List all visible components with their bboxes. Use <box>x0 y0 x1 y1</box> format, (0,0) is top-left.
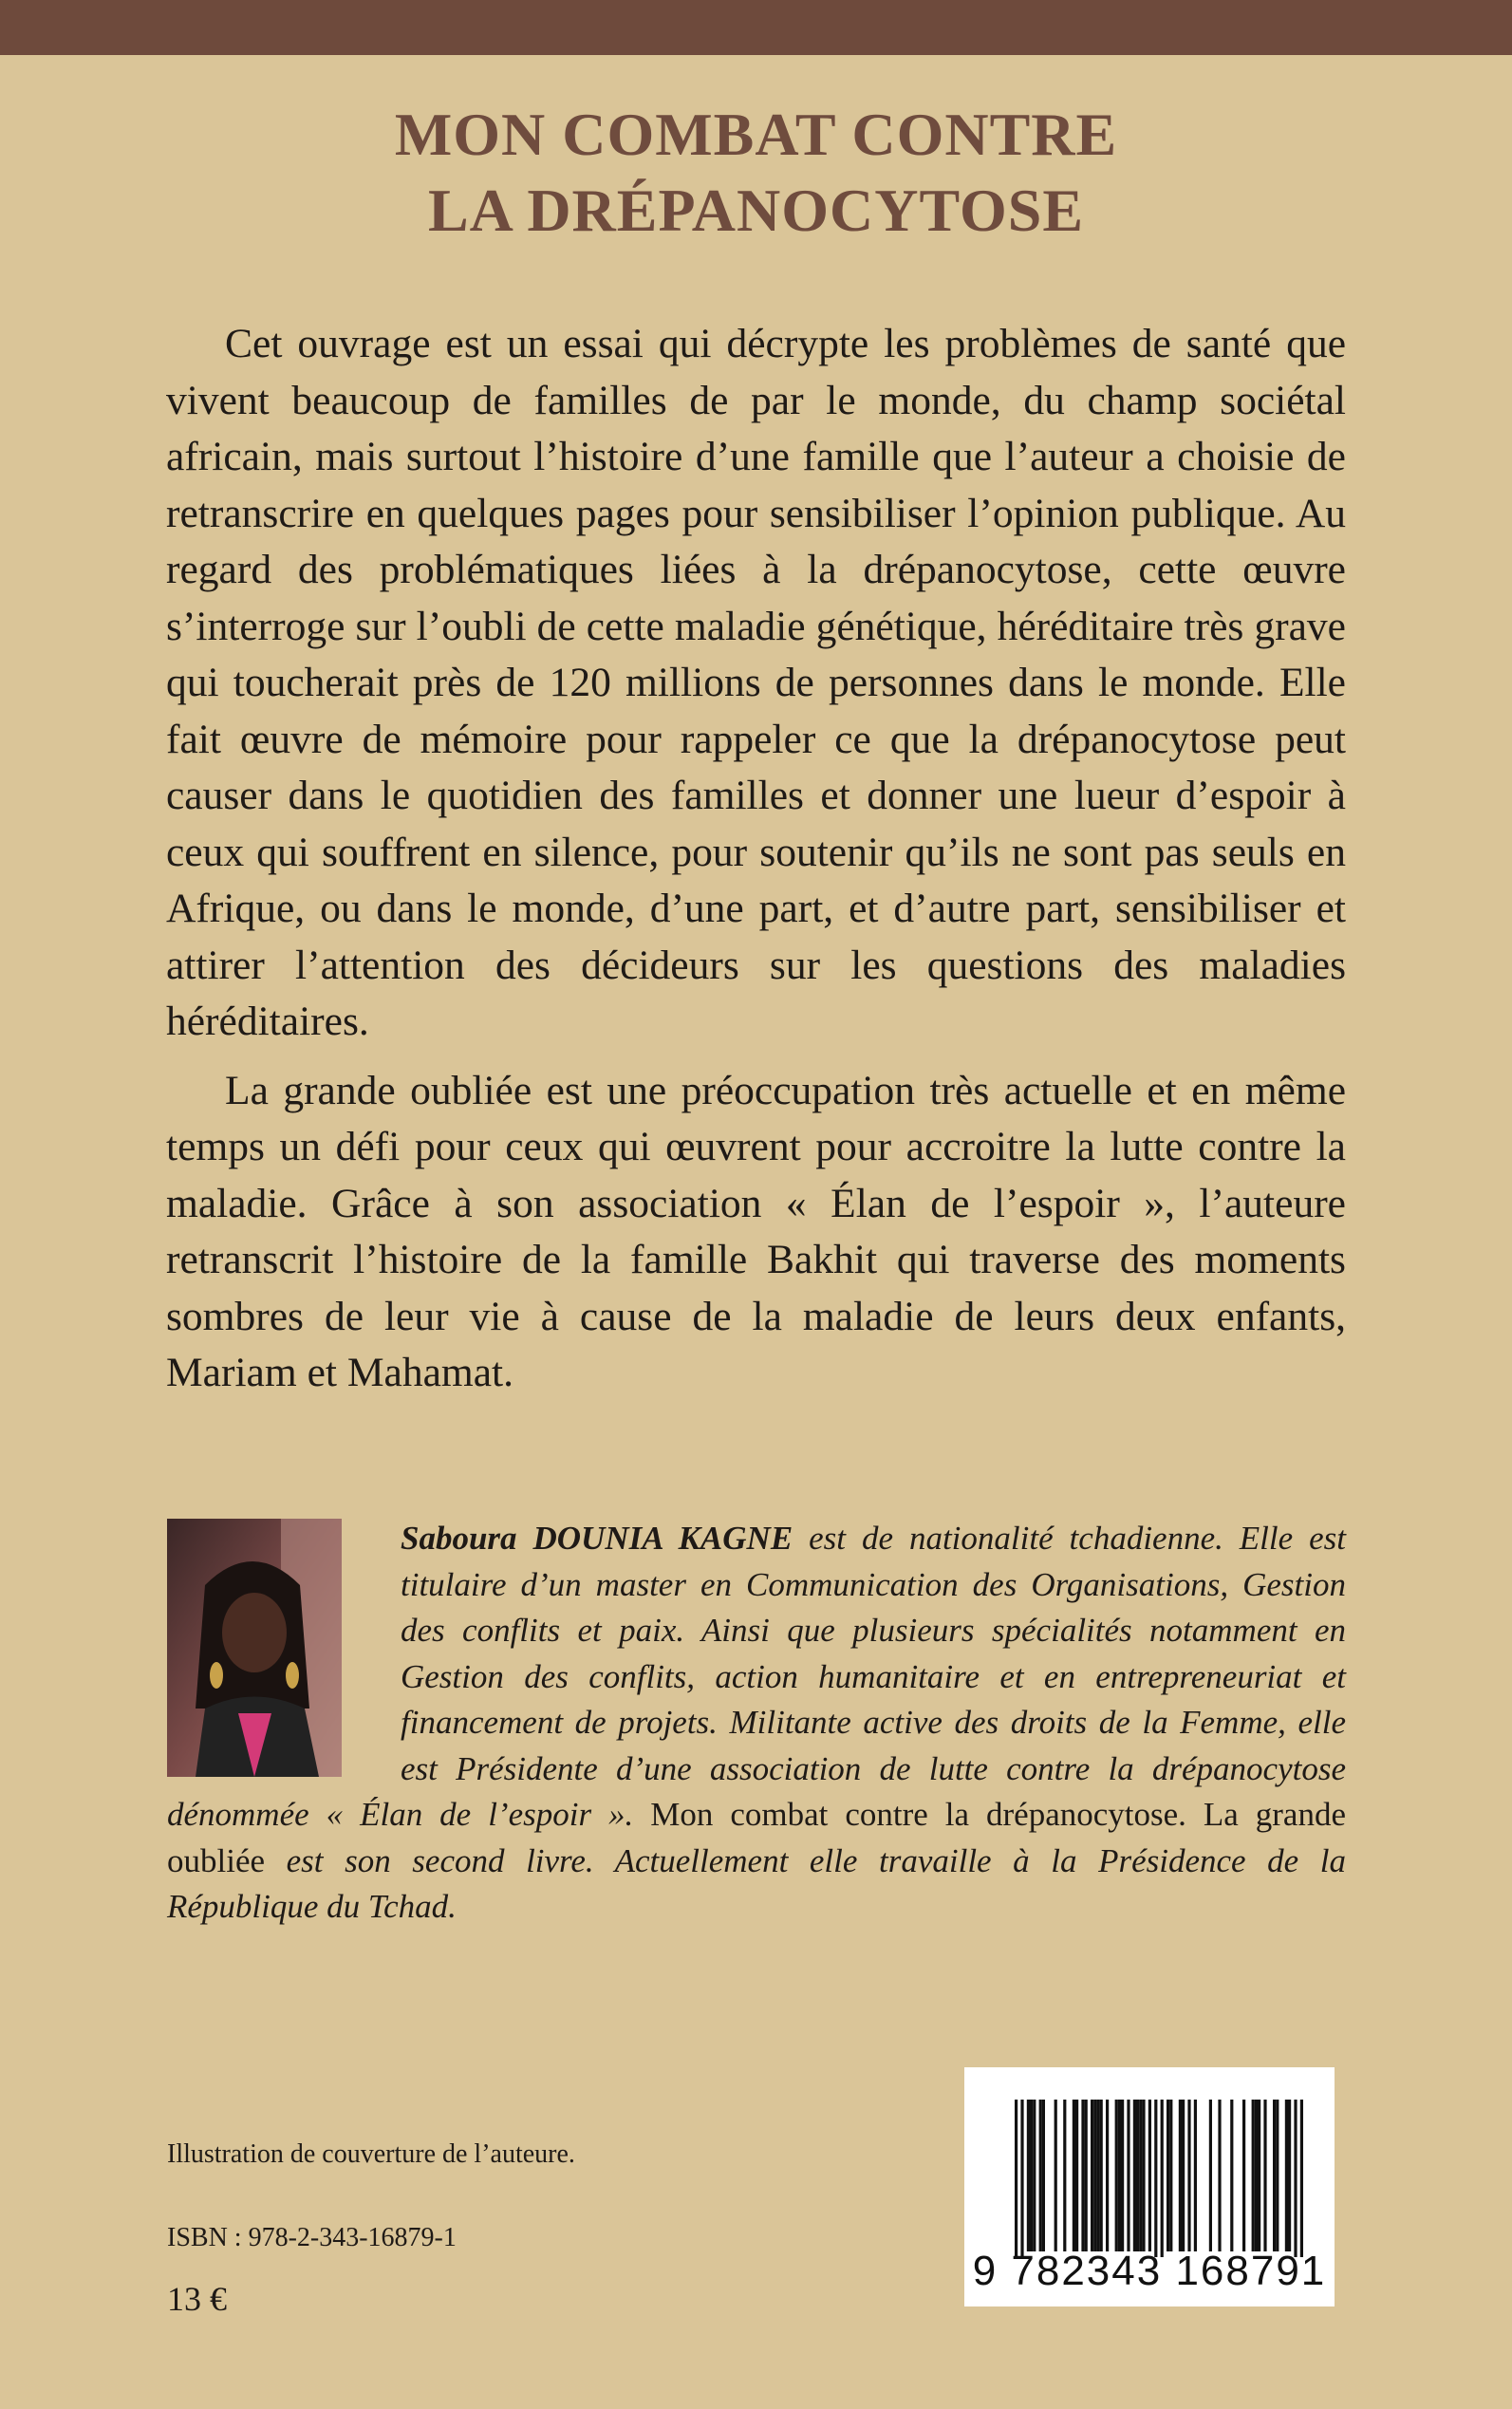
author-bio-text-2: est son second livre. Actuellement elle travaille à la Présidence de la République du Tchad. <box>167 1841 1346 1925</box>
author-book-title: Mon combat contre la drépanocytose. La grande oubliée <box>167 1796 1346 1879</box>
barcode-bars <box>964 2067 1335 2257</box>
barcode-bar <box>1033 2100 1036 2251</box>
barcode-bar <box>1148 2100 1151 2251</box>
barcode-bar <box>1139 2100 1142 2251</box>
barcode-bar <box>1242 2100 1245 2251</box>
barcode-bar <box>1218 2100 1221 2251</box>
barcode-bar <box>1055 2100 1057 2251</box>
barcode-bar <box>1121 2100 1124 2251</box>
barcode-bar <box>1276 2100 1279 2251</box>
author-bio-text-1: est de nationalité tchadienne. Elle est titulaire d’un master en Communication des Organisations, Gestion des conflits et paix. Ainsi que plusieurs spécialités notamment en Gestion des conflits, action humanitaire et en entrepreneuriat et financement de projets. Militante active des droits de la Femme, elle est Présidente d’une association de lutte contre la drépanocytose dénommée « Élan de l’espoir ». <box>167 1520 1346 1833</box>
barcode-bar <box>1030 2100 1033 2251</box>
barcode-bar <box>1161 2100 1164 2257</box>
barcode-bar <box>1063 2100 1066 2251</box>
barcode-bar <box>1100 2100 1103 2251</box>
barcode-bar <box>1255 2100 1258 2251</box>
barcode-bar <box>1167 2100 1169 2251</box>
barcode-bar <box>1288 2100 1291 2251</box>
barcode <box>964 2067 1335 2306</box>
barcode-bar <box>1106 2100 1109 2251</box>
barcode-bar <box>1294 2100 1297 2257</box>
barcode-bar <box>1300 2100 1303 2257</box>
barcode-bar <box>1209 2100 1212 2251</box>
barcode-bar <box>1263 2100 1266 2251</box>
isbn: ISBN : 978-2-343-16879-1 <box>167 2223 457 2252</box>
barcode-bar <box>1154 2100 1157 2257</box>
barcode-bar <box>1118 2100 1121 2251</box>
book-title <box>0 97 1512 249</box>
author-name: Saboura DOUNIA KAGNE <box>401 1520 793 1557</box>
barcode-bar <box>1081 2100 1084 2251</box>
barcode-bar <box>1142 2100 1145 2251</box>
barcode-bar <box>1027 2100 1030 2251</box>
blurb-paragraph-2: La grande oubliée est une préoccupation très actuelle et en même temps un défi pour ceux qui œuvrent pour accroitre la lutte contre la maladie. Grâce à son association « Élan de l’espoir », l’auteure retranscrit l’histoire de la famille Bakhit qui traverse des moments sombres de leur vie à cause de la maladie de leurs deux enfants, Mariam et Mahamat. <box>166 1067 1346 1395</box>
back-cover-blurb <box>166 316 1346 1402</box>
barcode-bar <box>1093 2100 1096 2251</box>
barcode-bar <box>1085 2100 1088 2251</box>
barcode-bar <box>1039 2100 1042 2251</box>
barcode-bar <box>1182 2100 1185 2251</box>
barcode-bar <box>1020 2100 1023 2257</box>
barcode-bar <box>1187 2100 1190 2251</box>
top-color-band <box>0 0 1512 55</box>
barcode-bar <box>1127 2100 1129 2251</box>
barcode-bar <box>1252 2100 1255 2251</box>
barcode-bar <box>1273 2100 1276 2251</box>
barcode-bar <box>1015 2100 1017 2257</box>
barcode-bar <box>1179 2100 1182 2251</box>
author-bio <box>167 1516 1346 1931</box>
barcode-bar <box>1136 2100 1139 2251</box>
barcode-bar <box>1194 2100 1197 2251</box>
barcode-bar <box>1073 2100 1075 2251</box>
barcode-bar <box>1230 2100 1233 2251</box>
barcode-bar <box>1091 2100 1093 2251</box>
barcode-bar <box>1096 2100 1099 2251</box>
barcode-bar <box>1258 2100 1260 2251</box>
book-title-line-2: LA DRÉPANOCYTOSE <box>427 177 1085 244</box>
barcode-bar <box>1285 2100 1288 2251</box>
book-title-line-1: MON COMBAT CONTRE <box>394 101 1118 168</box>
blurb-paragraph-1: Cet ouvrage est un essai qui décrypte les problèmes de santé que vivent beaucoup de familles de par le monde, du champ sociétal africain, mais surtout l’histoire d’une famille que l’auteur a choisie de retranscrire en quelques pages pour sensibiliser l’opinion publique. Au regard des problématiques liées à la drépanocytose, cette œuvre s’interroge sur l’oubli de cette maladie génétique, héréditaire très grave qui toucherait près de 120 millions de personnes dans le monde. Elle fait œuvre de mémoire pour rappeler ce que la drépanocytose peut causer dans le quotidien des familles et donner une lueur d’espoir à ceux qui souffrent en silence, pour soutenir qu’ils ne sont pas seuls en Afrique, ou dans le monde, d’une part, et d’autre part, sensibiliser et attirer l’attention des décideurs sur les questions des maladies héréditaires. <box>166 321 1346 1044</box>
cover-credit: Illustration de couverture de l’auteure. <box>167 2139 575 2169</box>
price: 13 € <box>167 2280 227 2318</box>
barcode-bar <box>1115 2100 1118 2251</box>
barcode-bar <box>1075 2100 1078 2251</box>
barcode-bar <box>1042 2100 1045 2251</box>
barcode-bar <box>1169 2100 1172 2251</box>
barcode-bar <box>1133 2100 1136 2251</box>
barcode-digits: 9 782343 168791 <box>972 2248 1327 2294</box>
